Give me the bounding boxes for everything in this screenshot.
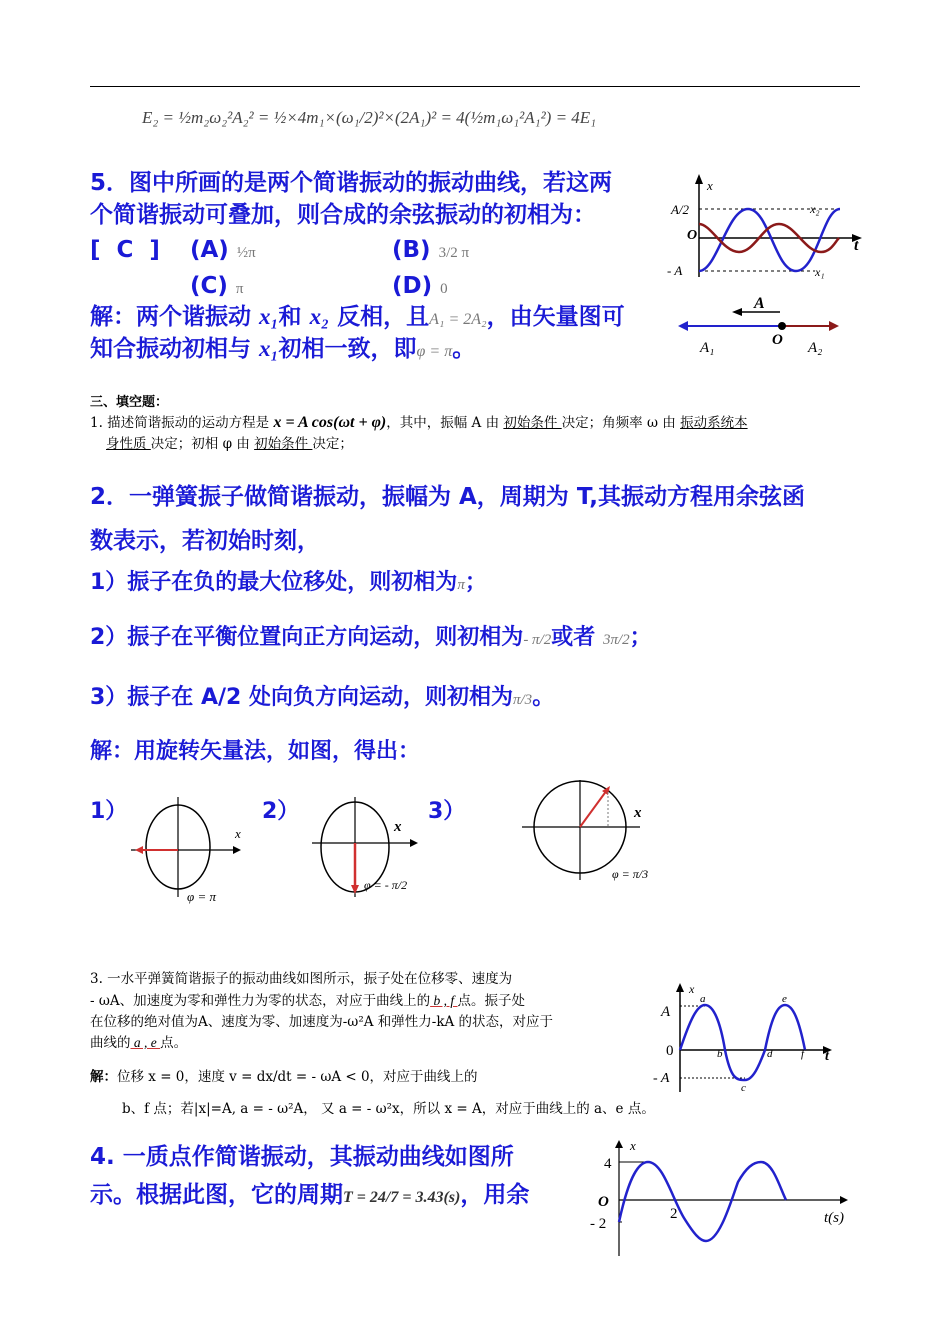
point-c: c <box>741 1082 746 1094</box>
q5-sol1-part: ，由矢量图可 <box>486 304 625 330</box>
q5-answer: [ C ] <box>90 237 160 263</box>
q3-graph-zero-label: 0 <box>666 1043 674 1059</box>
q3-graph-neg-a-label: - A <box>653 1071 670 1086</box>
q5-option-b-value: 3/2 π <box>438 245 470 261</box>
q3-line1: 3. 一水平弹簧简谐振子的振动曲线如图所示，振子处在位移零、速度为 <box>90 971 513 987</box>
q5-sol1-eq: A₁ = 2A₂ <box>429 311 487 328</box>
q2-phasor-fig2 <box>310 795 440 910</box>
fill1-text: 决定；初相 φ 由 <box>150 436 255 452</box>
q5-option-b-label: (B) <box>392 237 431 263</box>
q5-graph-x-label: x <box>707 178 713 193</box>
q2-l5-text: 3）振子在 A/2 处向负方向运动，则初相为 <box>90 685 513 710</box>
q4-line1: 4. 一质点作简谐振动，其振动曲线如图所 <box>90 1144 514 1170</box>
q3-oscillation-graph <box>655 980 840 1095</box>
fill1-line2 <box>106 433 353 455</box>
q2-line4 <box>90 620 652 651</box>
q5-text-line1: 5．图中所画的是两个简谐振动的振动曲线，若这两 <box>90 170 613 196</box>
q3-graph-x-label: x <box>689 982 695 996</box>
q4-graph-origin: O <box>598 1194 609 1210</box>
q5-text-line2: 个简谐振动可叠加，则合成的余弦振动的初相为： <box>90 202 596 228</box>
q2-fig3-label: 3） <box>428 799 466 824</box>
q3-l4-end: 点。 <box>160 1035 188 1051</box>
q4-l2-text: 示。根据此图，它的周期 <box>90 1182 343 1208</box>
fill1-text: 1. 描述简谐振动的运动方程是 <box>90 415 274 431</box>
q2-solution: 解：用旋转矢量法，如图，得出： <box>90 739 421 764</box>
q5-option-c-label: (C) <box>190 273 228 299</box>
q2-phasor-fig3 <box>520 780 680 900</box>
q5-sol2-part: 。 <box>452 336 476 362</box>
q5-sol2-part: 知合振动初相与 <box>90 336 260 362</box>
q5-vector-diagram <box>672 290 852 362</box>
fill1-answer-1: 初始条件 <box>503 415 562 431</box>
q2-l5-end: 。 <box>532 685 555 710</box>
q5-graph-origin: O <box>687 228 698 243</box>
q5-sol2-part: 初相一致，即 <box>278 336 417 362</box>
q4-graph-2-label: 2 <box>670 1206 678 1222</box>
q5-graph-half-amplitude: A/2 <box>671 202 690 217</box>
fig3-x-label: x <box>634 805 642 821</box>
fig2-x-label: x <box>394 819 402 835</box>
point-a: a <box>700 993 706 1005</box>
q3-line4 <box>90 1032 187 1054</box>
q2-l5-value: π/3 <box>513 692 533 708</box>
q2-l3-end: ； <box>464 570 487 595</box>
header-rule <box>90 86 860 87</box>
fill1-text: 决定； <box>312 436 353 452</box>
q5-sol2-x1: x₁ <box>259 336 279 361</box>
q3-answer-ae: a , e <box>130 1035 161 1050</box>
q4-l2-end: ，用余 <box>460 1182 530 1208</box>
fill1-equation: x = A cos(ωt + φ) <box>273 414 387 431</box>
q5-sol1-part: 解：两个谐振动 <box>90 304 260 330</box>
q3-sol-label: 解： <box>90 1069 117 1085</box>
q3-l2-text: - ωA、加速度为零和弹性力为零的状态，对应于曲线上的 <box>90 993 431 1009</box>
fig2-phi-label: φ = - π/2 <box>364 878 408 892</box>
q3-solution-line2: b、f 点；若|x|=A, a = - ω²A， 又 a = - ω²x，所以 x = A，对应于曲线上的 a、e 点。 <box>122 1101 655 1117</box>
q5-sol2-eq: φ = π <box>416 343 453 360</box>
q5-graph-t-label: t <box>854 237 859 254</box>
vector-a2-label: A₂ <box>808 340 823 356</box>
q5-option-c-value: π <box>235 281 244 297</box>
point-e: e <box>782 993 787 1005</box>
q4-oscillation-graph <box>588 1138 853 1258</box>
fig1-phi-label: φ = π <box>187 889 216 904</box>
q2-fig2-label: 2） <box>262 799 300 824</box>
vector-origin-label: O <box>772 332 783 348</box>
q5-option-d <box>392 271 448 304</box>
fill1-text: 决定；角频率 ω 由 <box>561 415 681 431</box>
vector-a1-label: A₁ <box>700 340 715 356</box>
q2-phasor-fig1 <box>125 795 255 910</box>
fill1-answer-2b: 身性质 <box>106 436 151 452</box>
fill1-line1 <box>90 412 748 434</box>
q5-sol1-x2: x₂ <box>309 304 330 329</box>
q2-line1: 2．一弹簧振子做简谐振动，振幅为 A，周期为 T,其振动方程用余弦函 <box>90 484 805 510</box>
energy-formula: E₂ = ½m₂ω₂²A₂² = ½×4m₁×(ω₁/2)²×(2A₁)² = 4(½m₁ω₁²A₁²) = 4E₁ <box>142 108 597 127</box>
q5-solution-line2 <box>90 334 475 367</box>
q5-option-a-label: (A) <box>190 237 229 263</box>
q4-line2 <box>90 1180 529 1213</box>
q3-answer-bf: b , f <box>430 993 458 1008</box>
q2-l3-text: 1）振子在负的最大位移处，则初相为 <box>90 570 458 595</box>
q2-l3-value: π <box>457 577 465 593</box>
q2-line3 <box>90 565 487 596</box>
q5-option-a <box>190 235 256 268</box>
q2-l4-or: 或者 <box>551 625 596 650</box>
fig1-x-label: x <box>235 826 241 841</box>
q4-graph-t-label: t(s) <box>824 1210 844 1226</box>
fill1-text: ，其中，振幅 A 由 <box>386 415 504 431</box>
fill1-answer-3: 初始条件 <box>254 436 313 452</box>
q2-fig1-label: 1） <box>90 799 128 824</box>
q3-l4-text: 曲线的 <box>90 1035 131 1051</box>
q3-line3: 在位移的绝对值为A、速度为零、加速度为-ω²A 和弹性力-kA 的状态，对应于 <box>90 1014 554 1030</box>
q5-option-d-label: (D) <box>392 273 433 299</box>
q5-graph-x2-label: x₂ <box>810 202 820 216</box>
q2-l4-text: 2）振子在平衡位置向正方向运动，则初相为 <box>90 625 524 650</box>
q5-sol1-x1: x₁ <box>259 304 279 329</box>
q2-line2: 数表示，若初始时刻， <box>90 528 320 554</box>
q2-l4-value1: - π/2 <box>523 632 552 648</box>
q4-graph-x-label: x <box>630 1138 636 1153</box>
q5-oscillation-graph <box>665 172 865 287</box>
q5-option-b <box>392 235 469 268</box>
q3-graph-a-label: A <box>661 1004 671 1020</box>
section3-title: 三、填空题： <box>90 395 169 410</box>
q2-line5 <box>90 680 554 711</box>
q5-option-c <box>190 271 244 304</box>
q2-l4-end: ； <box>629 625 652 650</box>
point-d: d <box>767 1048 773 1060</box>
q4-graph-neg2-label: - 2 <box>590 1216 607 1232</box>
fig3-phi-label: φ = π/3 <box>612 867 649 881</box>
q5-solution-line1 <box>90 302 625 335</box>
q4-period-formula: T = 24/7 = 3.43(s) <box>343 1189 461 1206</box>
q3-l2-end: 点。振子处 <box>457 993 526 1009</box>
q2-l4-value2: 3π/2 <box>602 632 630 648</box>
q5-option-a-value: ½π <box>236 245 256 261</box>
fill1-answer-2: 振动系统本 <box>680 415 748 431</box>
q3-graph-t-label: t <box>825 1049 829 1064</box>
q5-option-d-value: 0 <box>440 281 448 297</box>
q5-sol1-part: 和 <box>278 304 310 330</box>
point-f: f <box>801 1048 805 1060</box>
q3-sol-text1: 位移 x = 0，速度 v = dx/dt = - ωA < 0，对应于曲线上的 <box>117 1069 478 1085</box>
q5-graph-neg-amplitude: - A <box>667 263 683 278</box>
vector-a-label: A <box>754 295 765 312</box>
q3-solution-line1 <box>90 1066 478 1088</box>
q5-sol1-part: 反相，且 <box>329 304 430 330</box>
q3-line2 <box>90 990 525 1012</box>
point-b: b <box>717 1048 723 1060</box>
q4-graph-4-label: 4 <box>604 1156 612 1172</box>
q5-graph-x1-label: x₁ <box>815 265 825 279</box>
